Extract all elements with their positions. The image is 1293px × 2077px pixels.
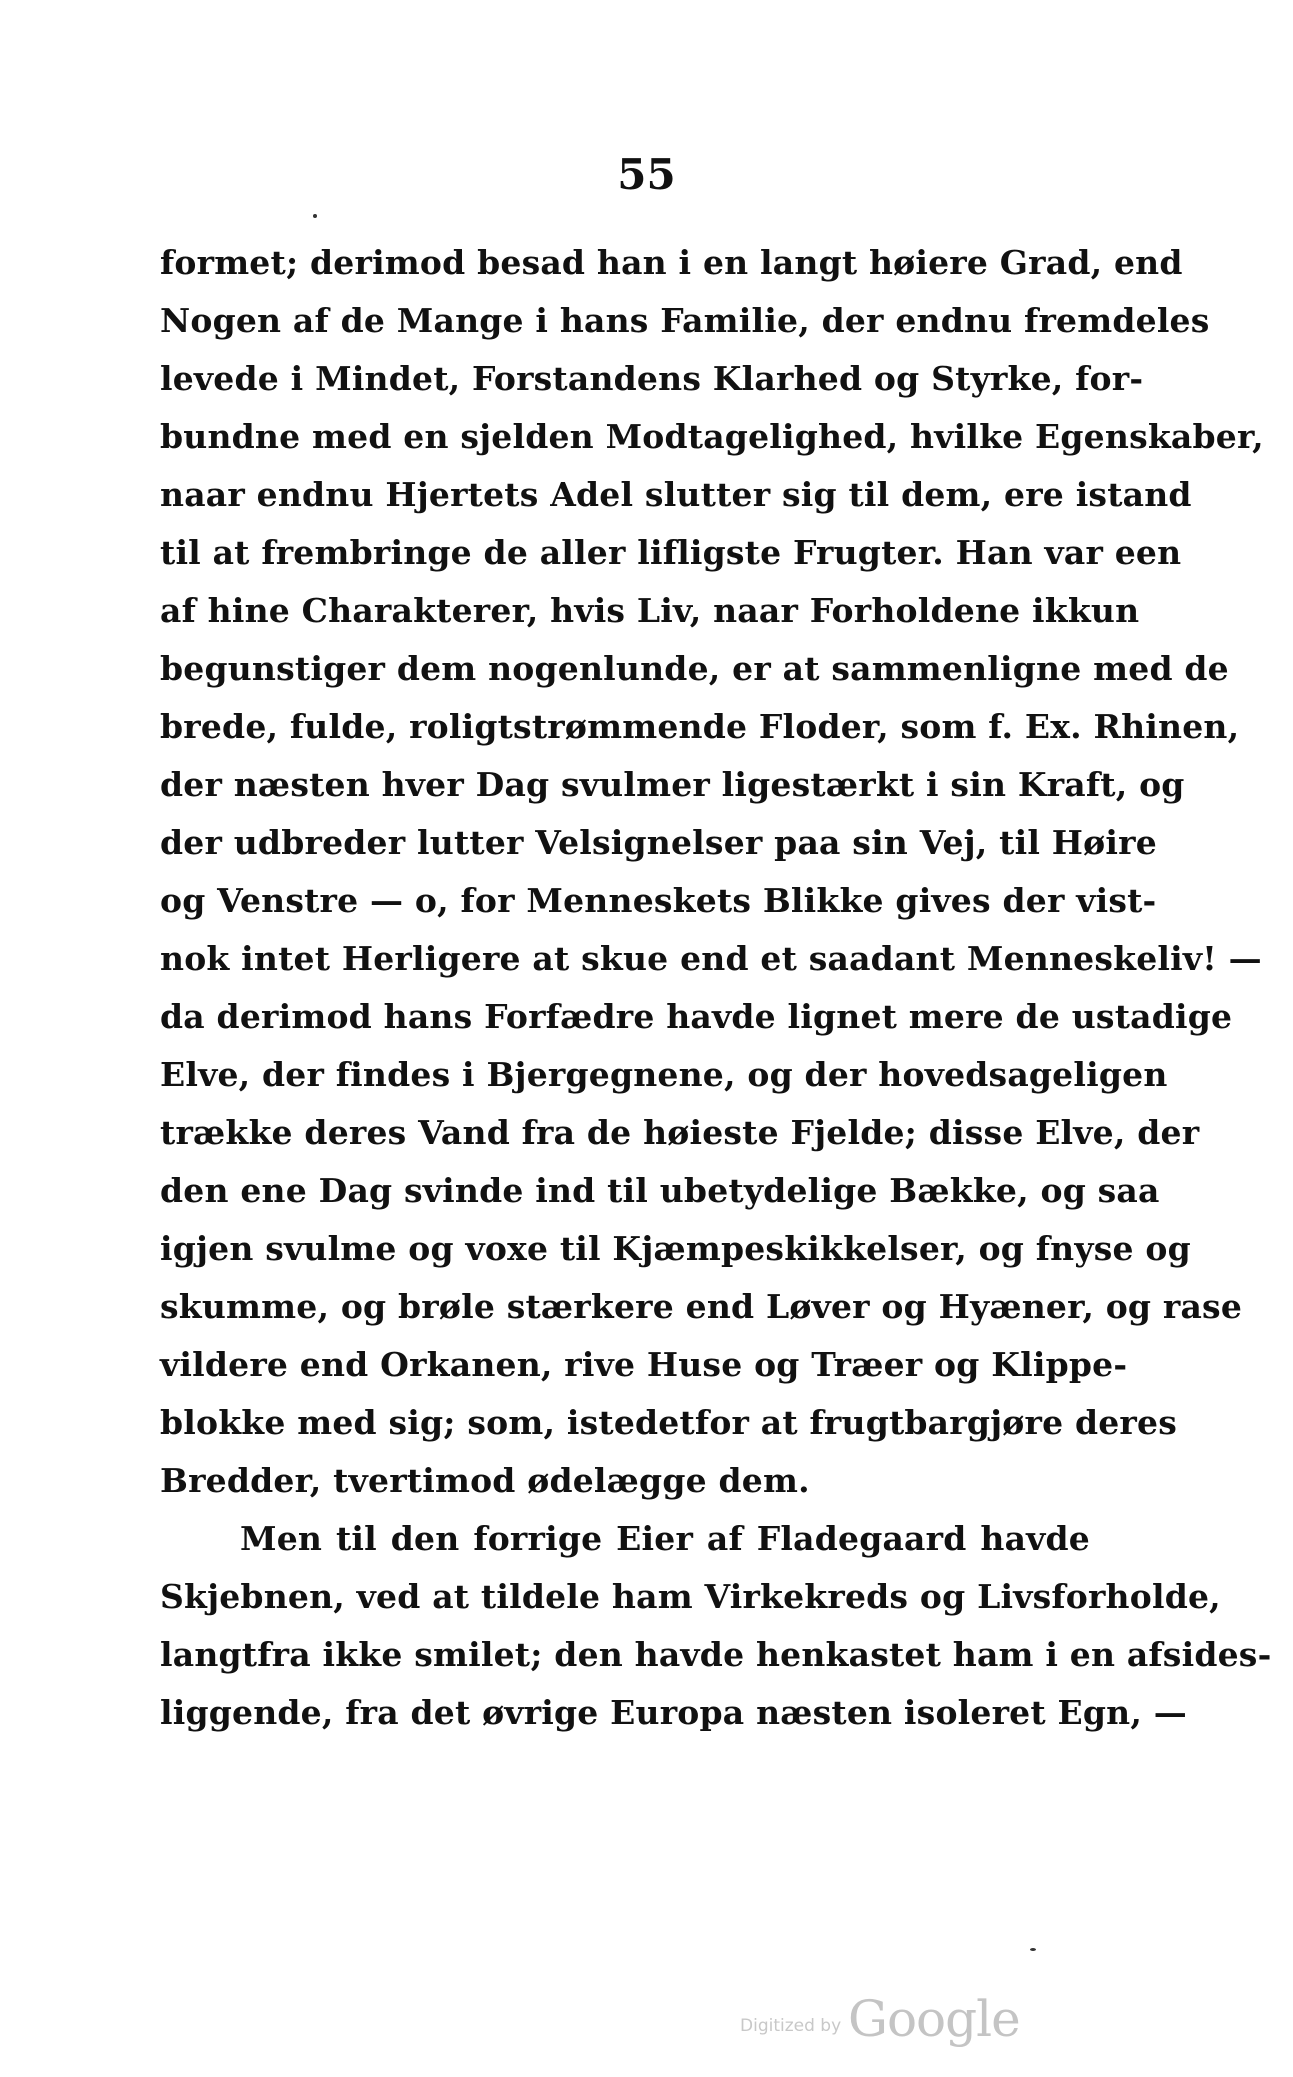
body-text <box>160 234 1272 1742</box>
ink-speck <box>1030 1948 1036 1951</box>
text-line: da derimod hans Forfædre havde lignet mere de ustadige <box>160 997 1233 1036</box>
paragraph-first-line: Men til den forrige Eier af Fladegaard havde <box>240 1519 1090 1558</box>
text-line: og Venstre — o, for Menneskets Blikke gives der vist- <box>160 881 1157 920</box>
text-line: der næsten hver Dag svulmer ligestærkt i sin Kraft, og <box>160 765 1185 804</box>
text-line: til at frembringe de aller lifligste Frugter. Han var een <box>160 533 1182 572</box>
page-number: 55 <box>617 150 676 199</box>
text-line: vildere end Orkanen, rive Huse og Træer og Klippe- <box>160 1345 1128 1384</box>
text-line: brede, fulde, roligtstrømmende Floder, som f. Ex. Rhinen, <box>160 707 1240 746</box>
text-line: levede i Mindet, Forstandens Klarhed og Styrke, for- <box>160 359 1144 398</box>
watermark-prefix: Digitized by <box>740 2016 842 2036</box>
text-line: skumme, og brøle stærkere end Løver og Hyæner, og rase <box>160 1287 1243 1326</box>
digitized-by-google-watermark <box>740 1990 1070 2050</box>
text-line: Elve, der findes i Bjergegnene, og der hovedsageligen <box>160 1055 1168 1094</box>
text-line: Bredder, tvertimod ødelægge dem. <box>160 1461 810 1500</box>
text-line: formet; derimod besad han i en langt høiere Grad, end <box>160 243 1183 282</box>
text-line: blokke med sig; som, istedetfor at frugtbargjøre deres <box>160 1403 1177 1442</box>
text-line: liggende, fra det øvrige Europa næsten isoleret Egn, — <box>160 1693 1187 1732</box>
ink-speck <box>313 214 317 218</box>
text-line: naar endnu Hjertets Adel slutter sig til dem, ere istand <box>160 475 1192 514</box>
text-line: trække deres Vand fra de høieste Fjelde; disse Elve, der <box>160 1113 1200 1152</box>
text-line: Nogen af de Mange i hans Familie, der endnu fremdeles <box>160 301 1210 340</box>
text-line: bundne med en sjelden Modtagelighed, hvilke Egenskaber, <box>160 417 1264 456</box>
text-line: begunstiger dem nogenlunde, er at sammenligne med de <box>160 649 1229 688</box>
text-line: langtfra ikke smilet; den havde henkastet ham i en afsides- <box>160 1635 1272 1674</box>
google-logo: Google <box>848 1990 1020 2048</box>
text-line: af hine Charakterer, hvis Liv, naar Forholdene ikkun <box>160 591 1140 630</box>
text-line: igjen svulme og voxe til Kjæmpeskikkelser, og fnyse og <box>160 1229 1191 1268</box>
text-line: Skjebnen, ved at tildele ham Virkekreds og Livsforholde, <box>160 1577 1221 1616</box>
text-line: nok intet Herligere at skue end et saadant Menneskeliv! — <box>160 939 1262 978</box>
text-line: der udbreder lutter Velsignelser paa sin Vej, til Høire <box>160 823 1157 862</box>
text-line: den ene Dag svinde ind til ubetydelige Bække, og saa <box>160 1171 1160 1210</box>
